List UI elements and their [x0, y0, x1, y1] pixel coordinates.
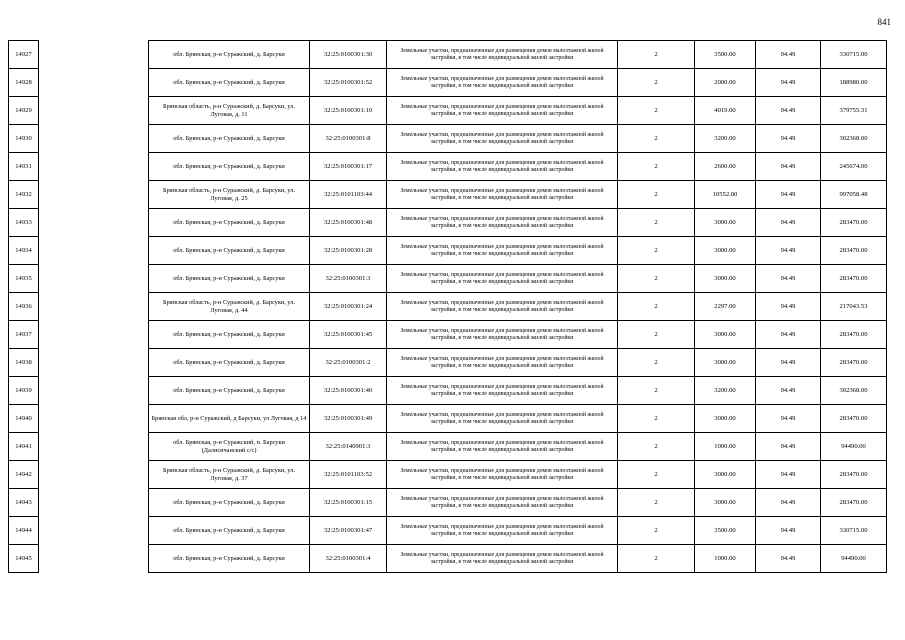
cell-record-number: 14932: [9, 181, 39, 209]
cell-address: Брянская область, р-н Суражский, д. Барсуки, ул. Луговая, д. 44: [149, 293, 310, 321]
cell-spacer: [39, 209, 149, 237]
cell-land-use-purpose: Земельные участки, предназначенные для размещения домов малоэтажной жилой застройки, в том числе индивидуальной жилой застройки: [387, 153, 618, 181]
cell-land-use-purpose: Земельные участки, предназначенные для размещения домов малоэтажной жилой застройки, в том числе индивидуальной жилой застройки: [387, 125, 618, 153]
table-row: [9, 489, 887, 517]
cell-cadastral-number: 32:25:0100301:24: [310, 293, 387, 321]
cell-cadastral-number: 32:25:0101103:52: [310, 461, 387, 489]
cell-area: 3500.00: [695, 41, 756, 69]
cell-record-number: 14934: [9, 237, 39, 265]
cell-land-use-purpose: Земельные участки, предназначенные для размещения домов малоэтажной жилой застройки, в том числе индивидуальной жилой застройки: [387, 97, 618, 125]
cell-cadastral-number: 32:25:0100301:49: [310, 405, 387, 433]
cell-cadastral-number: 32:25:0100301:17: [310, 153, 387, 181]
cell-group-number: 2: [618, 237, 695, 265]
cell-area: 3000.00: [695, 405, 756, 433]
cell-group-number: 2: [618, 265, 695, 293]
cell-group-number: 2: [618, 41, 695, 69]
cell-group-number: 2: [618, 69, 695, 97]
table-row: [9, 41, 887, 69]
cell-area: 1000.00: [695, 545, 756, 573]
cell-land-use-purpose: Земельные участки, предназначенные для размещения домов малоэтажной жилой застройки, в том числе индивидуальной жилой застройки: [387, 265, 618, 293]
cell-land-use-purpose: Земельные участки, предназначенные для размещения домов малоэтажной жилой застройки, в том числе индивидуальной жилой застройки: [387, 181, 618, 209]
cell-record-number: 14933: [9, 209, 39, 237]
cell-area: 4019.00: [695, 97, 756, 125]
cell-spacer: [39, 321, 149, 349]
cell-area: 3000.00: [695, 209, 756, 237]
cell-cadastral-number: 32:25:0100301:4: [310, 545, 387, 573]
cell-group-number: 2: [618, 517, 695, 545]
cell-cadastral-number: 32:25:0100301:8: [310, 125, 387, 153]
cell-address: обл. Брянская, р-н Суражский, п. Барсуки (Далисичанский с/с): [149, 433, 310, 461]
cell-address: обл. Брянская, р-н Суражский, д. Барсуки: [149, 41, 310, 69]
cell-area: 3500.00: [695, 517, 756, 545]
cell-spacer: [39, 545, 149, 573]
cell-specific-value: 94.49: [756, 237, 821, 265]
cell-spacer: [39, 517, 149, 545]
table-row: [9, 545, 887, 573]
cell-cadastral-value: 330715.00: [821, 41, 887, 69]
cell-area: 2000.00: [695, 69, 756, 97]
cell-cadastral-value: 379755.31: [821, 97, 887, 125]
cell-cadastral-value: 188980.00: [821, 69, 887, 97]
cell-spacer: [39, 237, 149, 265]
cell-address: обл. Брянская, р-н Суражский, д. Барсуки: [149, 265, 310, 293]
table-row: [9, 209, 887, 237]
cell-land-use-purpose: Земельные участки, предназначенные для размещения домов малоэтажной жилой застройки, в том числе индивидуальной жилой застройки: [387, 209, 618, 237]
cell-spacer: [39, 461, 149, 489]
cell-address: обл. Брянская, р-н Суражский, д. Барсуки: [149, 209, 310, 237]
cell-group-number: 2: [618, 181, 695, 209]
cell-specific-value: 94.49: [756, 489, 821, 517]
cell-specific-value: 94.49: [756, 265, 821, 293]
cell-group-number: 2: [618, 293, 695, 321]
cell-cadastral-value: 283470.00: [821, 321, 887, 349]
cell-record-number: 14942: [9, 461, 39, 489]
cell-area: 3000.00: [695, 237, 756, 265]
table-row: [9, 377, 887, 405]
cell-specific-value: 94.49: [756, 377, 821, 405]
table-row: [9, 237, 887, 265]
cell-specific-value: 94.49: [756, 517, 821, 545]
cell-address: обл. Брянская, р-н Суражский, д. Барсуки: [149, 489, 310, 517]
table-row: [9, 125, 887, 153]
cell-area: 1000.00: [695, 433, 756, 461]
cell-cadastral-number: 32:25:0100301:40: [310, 377, 387, 405]
cell-area: 3000.00: [695, 265, 756, 293]
registry-table: [8, 40, 887, 573]
cell-area: 3000.00: [695, 489, 756, 517]
cell-specific-value: 94.49: [756, 69, 821, 97]
cell-group-number: 2: [618, 377, 695, 405]
cell-record-number: 14930: [9, 125, 39, 153]
cell-cadastral-number: 32:25:0101103:44: [310, 181, 387, 209]
table-row: [9, 69, 887, 97]
cell-specific-value: 94.49: [756, 97, 821, 125]
cell-address: Брянская область, р-н Суражский, д. Барсуки, ул. Луговая, д. 11: [149, 97, 310, 125]
table-row: [9, 433, 887, 461]
cell-group-number: 2: [618, 125, 695, 153]
cell-land-use-purpose: Земельные участки, предназначенные для размещения домов малоэтажной жилой застройки, в том числе индивидуальной жилой застройки: [387, 237, 618, 265]
cell-cadastral-value: 94490.00: [821, 433, 887, 461]
cell-record-number: 14941: [9, 433, 39, 461]
cell-cadastral-value: 997058.48: [821, 181, 887, 209]
cell-cadastral-number: 32:25:0100301:28: [310, 237, 387, 265]
cell-record-number: 14938: [9, 349, 39, 377]
cell-spacer: [39, 153, 149, 181]
cell-spacer: [39, 97, 149, 125]
cell-specific-value: 94.49: [756, 321, 821, 349]
cell-land-use-purpose: Земельные участки, предназначенные для размещения домов малоэтажной жилой застройки, в том числе индивидуальной жилой застройки: [387, 545, 618, 573]
table-row: [9, 97, 887, 125]
cell-land-use-purpose: Земельные участки, предназначенные для размещения домов малоэтажной жилой застройки, в том числе индивидуальной жилой застройки: [387, 461, 618, 489]
cell-area: 3200.00: [695, 377, 756, 405]
cell-specific-value: 94.49: [756, 405, 821, 433]
cell-address: обл. Брянская, р-н Суражский, д. Барсуки: [149, 545, 310, 573]
cell-land-use-purpose: Земельные участки, предназначенные для размещения домов малоэтажной жилой застройки, в том числе индивидуальной жилой застройки: [387, 377, 618, 405]
cell-cadastral-value: 217043.53: [821, 293, 887, 321]
cell-cadastral-value: 245674.00: [821, 153, 887, 181]
cell-land-use-purpose: Земельные участки, предназначенные для размещения домов малоэтажной жилой застройки, в том числе индивидуальной жилой застройки: [387, 321, 618, 349]
cell-address: Брянская область, р-н Суражский, д. Барсуки, ул. Луговая, д. 25: [149, 181, 310, 209]
cell-address: обл. Брянская, р-н Суражский, д. Барсуки: [149, 321, 310, 349]
table-row: [9, 293, 887, 321]
cell-land-use-purpose: Земельные участки, предназначенные для размещения домов малоэтажной жилой застройки, в том числе индивидуальной жилой застройки: [387, 405, 618, 433]
cell-cadastral-number: 32:25:0100301:3: [310, 265, 387, 293]
table-row: [9, 153, 887, 181]
page-number: 841: [877, 17, 891, 27]
cell-group-number: 2: [618, 461, 695, 489]
cell-record-number: 14927: [9, 41, 39, 69]
cell-specific-value: 94.49: [756, 545, 821, 573]
cell-group-number: 2: [618, 545, 695, 573]
cell-address: обл. Брянская, р-н Суражский, д. Барсуки: [149, 237, 310, 265]
cell-group-number: 2: [618, 321, 695, 349]
cell-area: 3000.00: [695, 321, 756, 349]
cell-cadastral-value: 283470.00: [821, 461, 887, 489]
cell-record-number: 14928: [9, 69, 39, 97]
cell-group-number: 2: [618, 153, 695, 181]
cell-record-number: 14929: [9, 97, 39, 125]
cell-area: 2600.00: [695, 153, 756, 181]
cell-cadastral-value: 283470.00: [821, 349, 887, 377]
cell-area: 10552.00: [695, 181, 756, 209]
cell-cadastral-number: 32:25:0100301:2: [310, 349, 387, 377]
cell-spacer: [39, 181, 149, 209]
cell-spacer: [39, 265, 149, 293]
cell-group-number: 2: [618, 349, 695, 377]
cell-specific-value: 94.49: [756, 293, 821, 321]
cell-cadastral-value: 283470.00: [821, 405, 887, 433]
cell-cadastral-value: 283470.00: [821, 265, 887, 293]
cell-address: обл. Брянская, р-н Суражский, д. Барсуки: [149, 125, 310, 153]
cell-cadastral-value: 283470.00: [821, 489, 887, 517]
cell-address: обл. Брянская, р-н Суражский, д. Барсуки: [149, 153, 310, 181]
table-row: [9, 349, 887, 377]
cell-spacer: [39, 349, 149, 377]
cell-spacer: [39, 293, 149, 321]
cell-record-number: 14939: [9, 377, 39, 405]
cell-specific-value: 94.49: [756, 461, 821, 489]
cell-specific-value: 94.49: [756, 181, 821, 209]
cell-cadastral-number: 32:25:0100301:10: [310, 97, 387, 125]
cell-record-number: 14937: [9, 321, 39, 349]
cell-record-number: 14940: [9, 405, 39, 433]
cell-area: 3000.00: [695, 461, 756, 489]
cell-cadastral-value: 94490.00: [821, 545, 887, 573]
cell-group-number: 2: [618, 209, 695, 237]
cell-land-use-purpose: Земельные участки, предназначенные для размещения домов малоэтажной жилой застройки, в том числе индивидуальной жилой застройки: [387, 517, 618, 545]
cell-spacer: [39, 405, 149, 433]
table-row: [9, 517, 887, 545]
cell-spacer: [39, 125, 149, 153]
table-row: [9, 321, 887, 349]
table-row: [9, 405, 887, 433]
cell-record-number: 14935: [9, 265, 39, 293]
cell-address: Брянская область, р-н Суражский, д. Барсуки, ул. Луговая, д. 37: [149, 461, 310, 489]
cell-record-number: 14944: [9, 517, 39, 545]
cell-spacer: [39, 377, 149, 405]
cell-address: обл. Брянская, р-н Суражский, д. Барсуки: [149, 377, 310, 405]
registry-rows: [9, 41, 887, 573]
cell-address: обл. Брянская, р-н Суражский, д. Барсуки: [149, 517, 310, 545]
cell-area: 3200.00: [695, 125, 756, 153]
cell-specific-value: 94.49: [756, 433, 821, 461]
cell-land-use-purpose: Земельные участки, предназначенные для размещения домов малоэтажной жилой застройки, в том числе индивидуальной жилой застройки: [387, 293, 618, 321]
cell-area: 3000.00: [695, 349, 756, 377]
cell-group-number: 2: [618, 97, 695, 125]
table-row: [9, 265, 887, 293]
cell-spacer: [39, 489, 149, 517]
cell-specific-value: 94.49: [756, 153, 821, 181]
cell-cadastral-value: 283470.00: [821, 237, 887, 265]
cell-record-number: 14945: [9, 545, 39, 573]
cell-land-use-purpose: Земельные участки, предназначенные для размещения домов малоэтажной жилой застройки, в том числе индивидуальной жилой застройки: [387, 41, 618, 69]
cell-cadastral-value: 283470.00: [821, 209, 887, 237]
cell-cadastral-number: 32:25:0100301:52: [310, 69, 387, 97]
cell-area: 2297.00: [695, 293, 756, 321]
cell-specific-value: 94.49: [756, 125, 821, 153]
cell-land-use-purpose: Земельные участки, предназначенные для размещения домов малоэтажной жилой застройки, в том числе индивидуальной жилой застройки: [387, 349, 618, 377]
cell-spacer: [39, 69, 149, 97]
cell-cadastral-number: 32:25:0100301:48: [310, 209, 387, 237]
cell-spacer: [39, 41, 149, 69]
table-row: [9, 181, 887, 209]
cell-cadastral-value: 302368.00: [821, 125, 887, 153]
cell-cadastral-number: 32:25:0100301:45: [310, 321, 387, 349]
cell-cadastral-number: 32:25:0140901:3: [310, 433, 387, 461]
cell-specific-value: 94.49: [756, 349, 821, 377]
cell-spacer: [39, 433, 149, 461]
cell-address: обл. Брянская, р-н Суражский, д. Барсуки: [149, 69, 310, 97]
cell-specific-value: 94.49: [756, 209, 821, 237]
cell-specific-value: 94.49: [756, 41, 821, 69]
cell-record-number: 14943: [9, 489, 39, 517]
cell-land-use-purpose: Земельные участки, предназначенные для размещения домов малоэтажной жилой застройки, в том числе индивидуальной жилой застройки: [387, 489, 618, 517]
cell-record-number: 14931: [9, 153, 39, 181]
cell-land-use-purpose: Земельные участки, предназначенные для размещения домов малоэтажной жилой застройки, в том числе индивидуальной жилой застройки: [387, 433, 618, 461]
cell-land-use-purpose: Земельные участки, предназначенные для размещения домов малоэтажной жилой застройки, в том числе индивидуальной жилой застройки: [387, 69, 618, 97]
cell-group-number: 2: [618, 433, 695, 461]
cell-cadastral-number: 32:25:0100301:15: [310, 489, 387, 517]
cell-address: обл. Брянская, р-н Суражский, д. Барсуки: [149, 349, 310, 377]
cell-cadastral-value: 330715.00: [821, 517, 887, 545]
cell-group-number: 2: [618, 489, 695, 517]
cell-group-number: 2: [618, 405, 695, 433]
cell-cadastral-value: 302368.00: [821, 377, 887, 405]
cell-cadastral-number: 32:25:0100301:30: [310, 41, 387, 69]
cell-cadastral-number: 32:25:0100301:47: [310, 517, 387, 545]
cell-record-number: 14936: [9, 293, 39, 321]
table-row: [9, 461, 887, 489]
cell-address: Брянская обл, р-н Суражский, д Барсуки, ул Луговая, д 14: [149, 405, 310, 433]
